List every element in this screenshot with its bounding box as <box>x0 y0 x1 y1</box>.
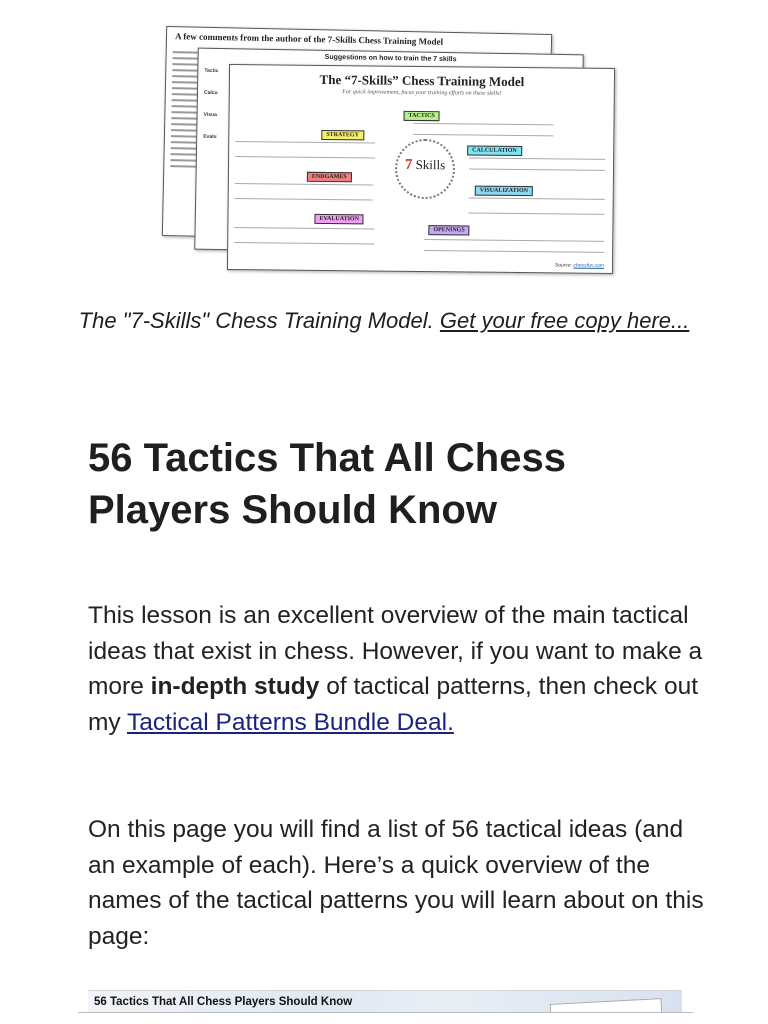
skill-tag-calculation: CALCULATION <box>467 145 522 156</box>
training-model-subtitle: For quick improvement, focus your training efforts on these skills! <box>342 89 502 97</box>
overview-paragraph: On this page you will find a list of 56 tactical ideas (and an example of each). Here’s a quick overview of the names of the tactical patterns you will learn about on this page: <box>88 816 704 950</box>
suggestion-side-labels <box>203 67 227 155</box>
training-model-title: The “7-Skills” Chess Training Model <box>319 71 525 90</box>
intro-paragraph <box>88 598 708 740</box>
side-label: Calcu <box>203 89 218 96</box>
skill-note <box>424 239 604 253</box>
tactics-list-image[interactable] <box>88 990 682 1013</box>
skills-wheel <box>389 133 462 206</box>
wheel-center-label <box>389 157 461 175</box>
intro-text-continued: of tactical patterns, then check out my <box>88 673 699 736</box>
page-title: 56 Tactics That All Chess Players Should Know <box>88 436 566 532</box>
skill-note <box>235 183 373 200</box>
image-source <box>555 262 604 269</box>
source-label: Source: <box>554 262 573 269</box>
skill-note <box>234 227 374 244</box>
image-caption <box>60 304 708 338</box>
skill-note <box>469 158 605 171</box>
skill-tag-strategy: STRATEGY <box>321 130 364 140</box>
author-comments-title: A few comments from the author of the 7-Skills Chess Training Model <box>174 31 444 47</box>
skill-tag-endgames: ENDGAMES <box>307 172 352 182</box>
training-suggestions-title: Suggestions on how to train the 7 skills <box>324 53 457 64</box>
bundle-deal-link[interactable]: Tactical Patterns Bundle Deal. <box>127 708 454 736</box>
side-label: Tactic <box>204 67 219 75</box>
intro-text: This lesson is an excellent overview of the main tactical ideas that exist in chess. However, if you want to make a more <box>88 602 703 700</box>
intro-bold-text: in-depth study <box>150 673 320 700</box>
training-model-sheet <box>227 64 615 274</box>
training-model-image[interactable] <box>160 24 616 276</box>
caption-text: The "7-Skills" Chess Training Model. <box>78 308 434 333</box>
side-label: Visua <box>203 111 217 118</box>
free-copy-link[interactable]: Get your free copy here... <box>439 308 690 333</box>
wheel-word: Skills <box>415 156 446 173</box>
tactics-list-image-preview <box>550 998 663 1013</box>
skill-tag-evaluation: EVALUATION <box>314 214 364 225</box>
tactics-list-image-title: 56 Tactics That All Chess Players Should Know <box>94 996 353 1008</box>
skill-tag-visualization: VISUALIZATION <box>475 186 533 197</box>
skill-note <box>469 198 605 215</box>
skill-note <box>413 123 553 136</box>
divider <box>78 1012 693 1013</box>
wheel-number: 7 <box>404 156 413 173</box>
skill-tag-openings: OPENINGS <box>428 225 469 235</box>
side-label: Evalu <box>203 133 217 140</box>
skill-tag-tactics: TACTICS <box>404 111 440 121</box>
skill-note <box>235 141 375 158</box>
source-link: chessfox.com <box>573 262 605 269</box>
